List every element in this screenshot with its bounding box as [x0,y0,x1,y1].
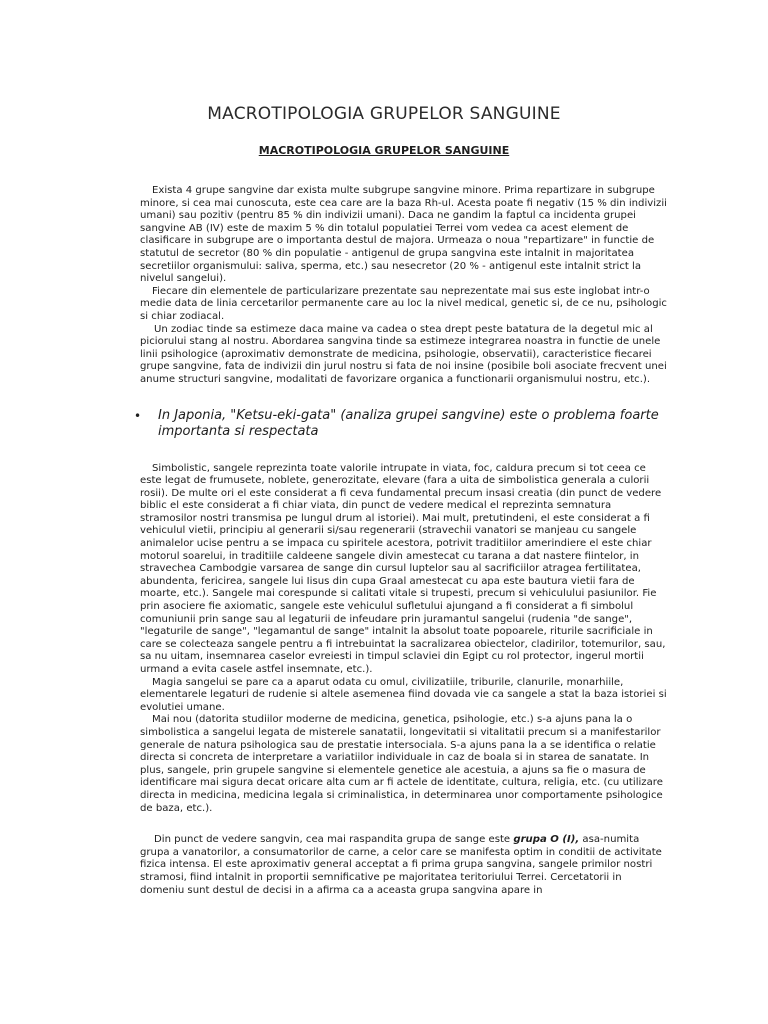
paragraph-text-end: asa-numita grupa a vanatorilor, a consumatorilor de carne, a celor care se manifesta optim in conditii de activitate fizica intensa. El este aproximativ general acceptat a fi prima grupa sangvina, sangele primilor nostri stramosi, fiind intalnit in proportii semnificative pe majoritatea teritoriului Terrei. Cercetatorii in domeniu sunt destul de decisi in a afirma ca a aceasta grupa sangvina apare in [140,834,662,896]
paragraph-text-start: Din punct de vedere sangvin, cea mai raspandita grupa de sange este [154,834,514,846]
intro-paragraph-3: Un zodiac tinde sa estimeze daca maine va cadea o stea drept peste batatura de la degetul mic al piciorului stang al nostru. Abordarea sangvina tinde sa estimeze integrarea noastra in functie de unele linii psihologice (aproximativ demonstrate de medicina, psihologie, observatii), caracteristice fiecarei grupe sangvine, fata de indivizii din jurul nostru si fata de noi insine (posibile boli asociate frecvent unei anume structuri sangvine, modalitati de favorizare organica a functionarii organismului nostru, etc.). [140,323,667,385]
page-title: MACROTIPOLOGIA GRUPELOR SANGUINE [207,104,561,124]
body-paragraph-2: Magia sangelui se pare ca a aparut odata cu omul, civilizatiile, triburile, clanurile, monarhiile, elementarele legaturi de rudenie si altele asemenea fiind dovada vie ca sangele a stat la baza istoriei si evolutiei umane. [140,676,667,713]
bullet-item [134,408,668,440]
bullet-dot-icon: • [134,408,142,423]
section-subtitle: MACROTIPOLOGIA GRUPELOR SANGUINE [258,144,510,157]
body-paragraph-4 [140,834,668,897]
body-paragraph-3: Mai nou (datorita studiilor moderne de medicina, genetica, psihologie, etc.) s-a ajuns pana la o simbolistica a sangelui legata de misterele sanatatii, longevitatii si vitalitatii precum si a manifestarilor generale de natura psihologica sau de prestatie intersociala. S-a ajuns pana la a se identifica o relatie directa si concreta de interpretare a variatiilor individuale in caz de boala si in starea de sanatate. In plus, sangele, prin grupele sangvine si elementele genetice ale acestuia, a ajuns sa fie o masura de identificare mai sigura decat oricare alta cum ar fi actele de identitate, cultura, religia, etc. (cu utilizare directa in medicina, medicina legala si criminalistica, in determinarea unor comportamente psihologice de baza, etc.). [140,714,663,814]
blood-group-emphasis: grupa O (I), [513,834,580,846]
intro-paragraph-1: Exista 4 grupe sangvine dar exista multe subgrupe sangvine minore. Prima repartizare in subgrupe minore, si cea mai cunoscuta, este cea care are la baza Rh-ul. Acesta poate fi negativ (15 % din indivizii umani) sau pozitiv (pentru 85 % din indivizii umani). Daca ne gandim la faptul ca incidenta grupei sangvine AB (IV) este de maxim 5 % din totalul populatiei Terrei vom vedea ca acest element de clasificare in subgrupe are o importanta destul de majora. Urmeaza o noua "repartizare" in functie de statutul de secretor (80 % din populatie - antigenul de grupa sangvina este intalnit in majoritatea secretiilor organismului: saliva, sperma, etc.) sau nesecretor (20 % - antigenul este intalnit strict la nivelul sangelui). [140,185,667,285]
bullet-text: In Japonia, "Ketsu-eki-gata" (analiza grupei sangvine) este o problema foarte importanta si respectata [158,407,659,439]
body-paragraph-1: Simbolistic, sangele reprezinta toate valorile intrupate in viata, foc, caldura precum si tot ceea ce este legat de frumusete, noblete, generozitate, elevare (fara a uita de simbolistica generala a culorii rosii). De multe ori el este considerat a fi ceva fundamental precum insasi creatia (din punct de vedere biblic el este considerat a fi chiar viata, din punct de vedere medical el reprezinta semnatura stramosilor nostri transmisa pe lungul drum al istoriei). Mai mult, pretutindeni, el este considerat a fi vehiculul vietii, principiu al generarii si/sau regenerarii (stravechii vanatori se manjeau cu sangele animalelor ucise pentru a se impaca cu spiritele acestora, potrivit traditiilor amerindiere el este chiar motorul soarelui, in traditiile caldeene sangele divin amestecat cu tarana a dat nastere fiintelor, in stravechea Cambodgie varsarea de sange din cursul luptelor sau al sacrificiilor atragea fertilitatea, abundenta, fericirea, sangele lui Iisus din cupa Graal amestecat cu apa este bautura vietii fara de moarte, etc.). Sangele mai corespunde si calitati vitale si trupesti, precum si vehiculului pasiunilor. Fie prin asociere fie axiomatic, sangele este vehiculul sufletului ajungand a fi considerat a fi simbolul comuniunii prin sange sau al legaturii de infeudare prin juramantul sangelui (rudenia "de sange", "legaturile de sange", "legamantul de sange" intalnit la absolut toate popoarele, riturile sacrificiale in care se colecteaza sangele pentru a fi intrebuintat la sacralizarea obiectelor, cladirilor, totemurilor, sau, sa nu uitam, insemnarea caselor evreiesti in timpul sclaviei din Egipt cu rol protector, ingerul mortii urmand a evita casele astfel insemnate, etc.). [140,462,666,675]
intro-paragraph-2: Fiecare din elementele de particularizare prezentate sau neprezentate mai sus este inglobat intr-o medie data de linia cercetarilor permanente care au loc la nivel medical, genetic si, de ce nu, psihologic si chiar zodiacal. [140,285,667,322]
